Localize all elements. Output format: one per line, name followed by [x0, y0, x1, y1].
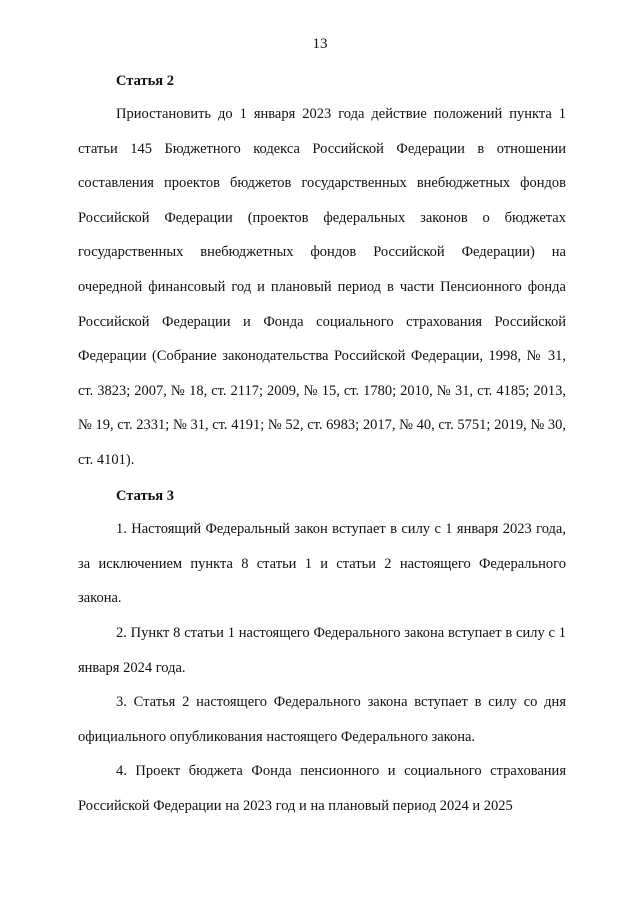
article-3-paragraph-1: 1. Настоящий Федеральный закон вступает в силу с 1 января 2023 года, за исключением пункта 8 статьи 1 и статьи 2 настоящего Федерального закона. — [78, 521, 566, 607]
page-number: 13 — [312, 36, 328, 52]
article-2-heading: Статья 2 — [116, 73, 174, 89]
article-3-paragraph-2: 2. Пункт 8 статьи 1 настоящего Федерального закона вступает в силу с 1 января 2024 года. — [78, 625, 566, 676]
article-3-paragraph-4: 4. Проект бюджета Фонда пенсионного и социального страхования Российской Федерации на 2023 год и на плановый период 2024 и 2025 — [78, 763, 566, 814]
article-2-paragraph: Приостановить до 1 января 2023 года действие положений пункта 1 статьи 145 Бюджетного кодекса Российской Федерации в отношении составления проектов бюджетов государственных внебюджетных фондов Российской Федерации (проектов федеральных законов о бюджетах государственных внебюджетных фондов Российской Федерации) на очередной финансовый год и плановый период в части Пенсионного фонда Российской Федерации и Фонда социального страхования Российской Федерации (Собрание законодательства Российской Федерации, 1998, № 31, ст. 3823; 2007, № 18, ст. 2117; 2009, № 15, ст. 1780; 2010, № 31, ст. 4185; 2013, № 19, ст. 2331; № 31, ст. 4191; № 52, ст. 6983; 2017, № 40, ст. 5751; 2019, № 30, ст. 4101). — [78, 106, 566, 468]
article-3-heading: Статья 3 — [116, 488, 174, 504]
article-3-paragraph-3: 3. Статья 2 настоящего Федерального закона вступает в силу со дня официального опубликования настоящего Федерального закона. — [78, 694, 566, 745]
